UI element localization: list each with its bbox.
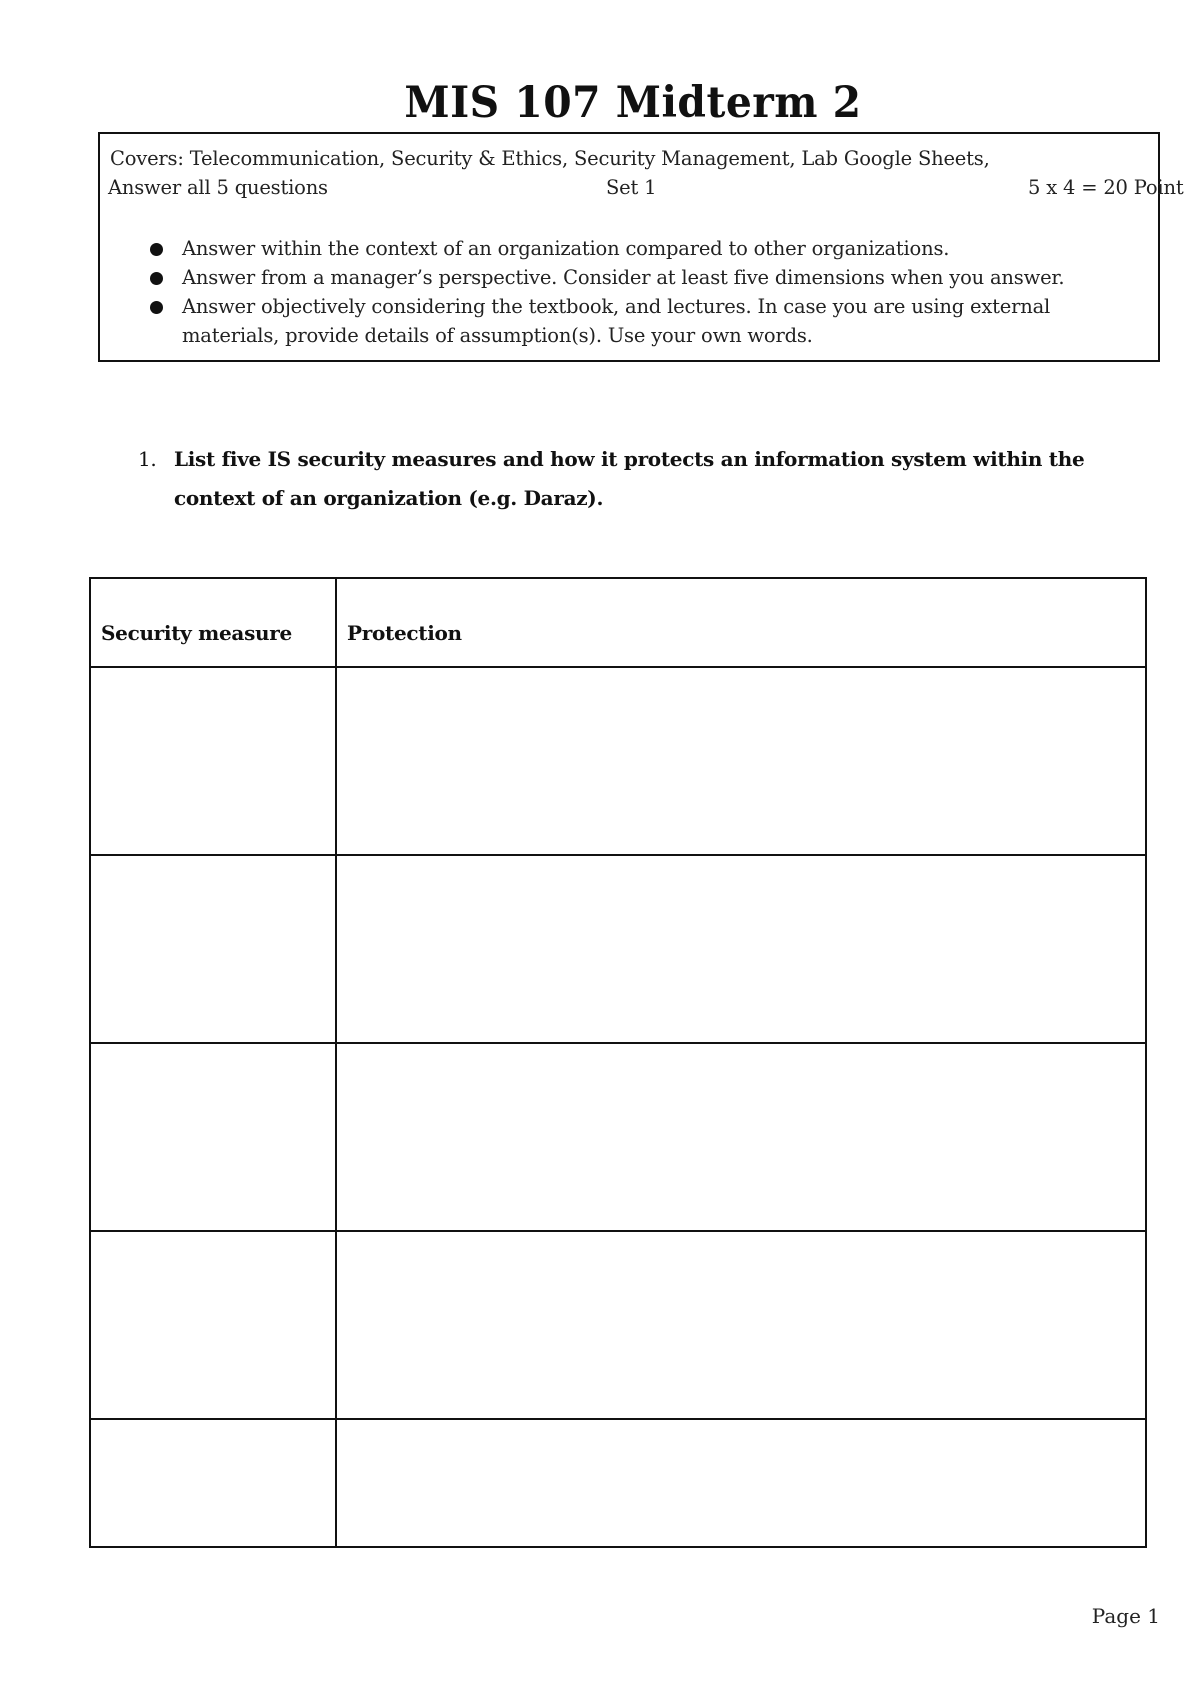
page-number: Page 1 bbox=[1091, 1604, 1160, 1628]
protection-cell[interactable] bbox=[336, 1231, 1146, 1419]
rule-item bbox=[140, 234, 1122, 263]
question-text: List five IS security measures and how it protects an information system within the context of an organization (e.g. Daraz). bbox=[174, 447, 1085, 510]
bullet-icon bbox=[150, 272, 163, 285]
page-title: MIS 107 Midterm 2 bbox=[404, 78, 862, 128]
rule-text: Answer objectively considering the textbook, and lectures. In case you are using external materials, provide details of assumption(s). Use your own words. bbox=[182, 295, 1051, 347]
table-row bbox=[90, 667, 1146, 855]
rule-item bbox=[140, 263, 1122, 292]
instructions-box bbox=[98, 132, 1184, 362]
security-measure-cell[interactable] bbox=[90, 667, 336, 855]
table-row bbox=[90, 855, 1146, 1043]
covers-line: Covers: Telecommunication, Security & Ethics, Security Management, Lab Google Sheets, bbox=[110, 147, 990, 170]
set-label: Set 1 bbox=[606, 176, 657, 199]
security-measure-cell[interactable] bbox=[90, 1043, 336, 1231]
table-row bbox=[90, 1043, 1146, 1231]
rules-list bbox=[140, 234, 1122, 350]
security-measure-cell[interactable] bbox=[90, 855, 336, 1043]
points-label: 5 x 4 = 20 Point bbox=[1028, 176, 1184, 199]
protection-cell[interactable] bbox=[336, 855, 1146, 1043]
rule-text: Answer from a manager’s perspective. Consider at least five dimensions when you answer. bbox=[182, 266, 1065, 289]
protection-cell[interactable] bbox=[336, 1043, 1146, 1231]
header-protection: Protection bbox=[336, 578, 1146, 667]
bullet-icon bbox=[150, 301, 163, 314]
bullet-icon bbox=[150, 243, 163, 256]
header-security-measure: Security measure bbox=[90, 578, 336, 667]
answer-all-line: Answer all 5 questions bbox=[108, 176, 328, 199]
answer-table bbox=[89, 577, 1147, 1548]
question-number: 1. bbox=[138, 447, 157, 471]
security-measure-cell[interactable] bbox=[90, 1231, 336, 1419]
rule-item bbox=[140, 292, 1122, 350]
protection-cell[interactable] bbox=[336, 1419, 1146, 1547]
table-row bbox=[90, 1231, 1146, 1419]
rule-text: Answer within the context of an organization compared to other organizations. bbox=[182, 237, 950, 260]
security-measure-cell[interactable] bbox=[90, 1419, 336, 1547]
question-1 bbox=[138, 440, 1148, 518]
protection-cell[interactable] bbox=[336, 667, 1146, 855]
table-header-row bbox=[90, 578, 1146, 667]
table-row bbox=[90, 1419, 1146, 1547]
